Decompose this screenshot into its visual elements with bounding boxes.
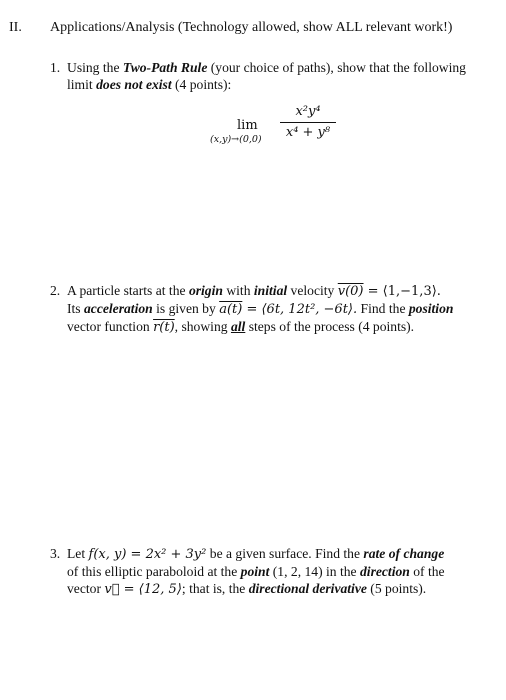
lim-operator: lim [237, 118, 258, 133]
question-1 [50, 59, 490, 93]
limit-fraction [280, 103, 336, 141]
initial-velocity: v(0) [337, 284, 364, 299]
surface-function: f(x, y) = 2x² + 3y² [88, 547, 207, 562]
section-title: Applications/Analysis (Technology allowed, show ALL relevant work!) [50, 20, 453, 35]
fraction-bar [280, 122, 336, 123]
fraction-denominator: x⁴ + y⁸ [285, 125, 331, 140]
question-3-text: Let f(x, y) = 2x² + 3y² be a given surface. Find the rate of change of this elliptic paraboloid at the point (1, 2, 14) in the direction of the vector v⃗ = ⟨12, 5⟩; that is, the directional derivative (5 points). [67, 546, 445, 597]
question-3-number: 3. [50, 546, 61, 561]
question-2-number: 2. [50, 283, 61, 298]
acceleration-vector: a(t) [219, 302, 243, 317]
question-1-number: 1. [50, 60, 61, 75]
question-2-text: A particle starts at the origin with initial velocity v(0) = ⟨1,−1,3⟩. Its acceleration is given by a(t) = ⟨6t, 12t², −6t⟩. Find the position vector function r(t), showing all steps of the process (4 points). [67, 283, 454, 335]
section-number: II. [9, 20, 22, 35]
two-path-rule: Two-Path Rule [122, 60, 208, 75]
limit-formula [210, 103, 340, 155]
direction-vector: v⃗ = ⟨12, 5⟩ [104, 582, 182, 597]
question-2 [50, 282, 490, 336]
position-vector: r(t) [153, 320, 175, 335]
question-3 [50, 545, 490, 598]
question-1-text: Using the Two-Path Rule (your choice of paths), show that the following limit does not exist (4 points): [67, 60, 466, 92]
lim-subscript: (x,y)→(0,0) [210, 134, 262, 145]
fraction-numerator: x²y⁴ [295, 104, 321, 119]
